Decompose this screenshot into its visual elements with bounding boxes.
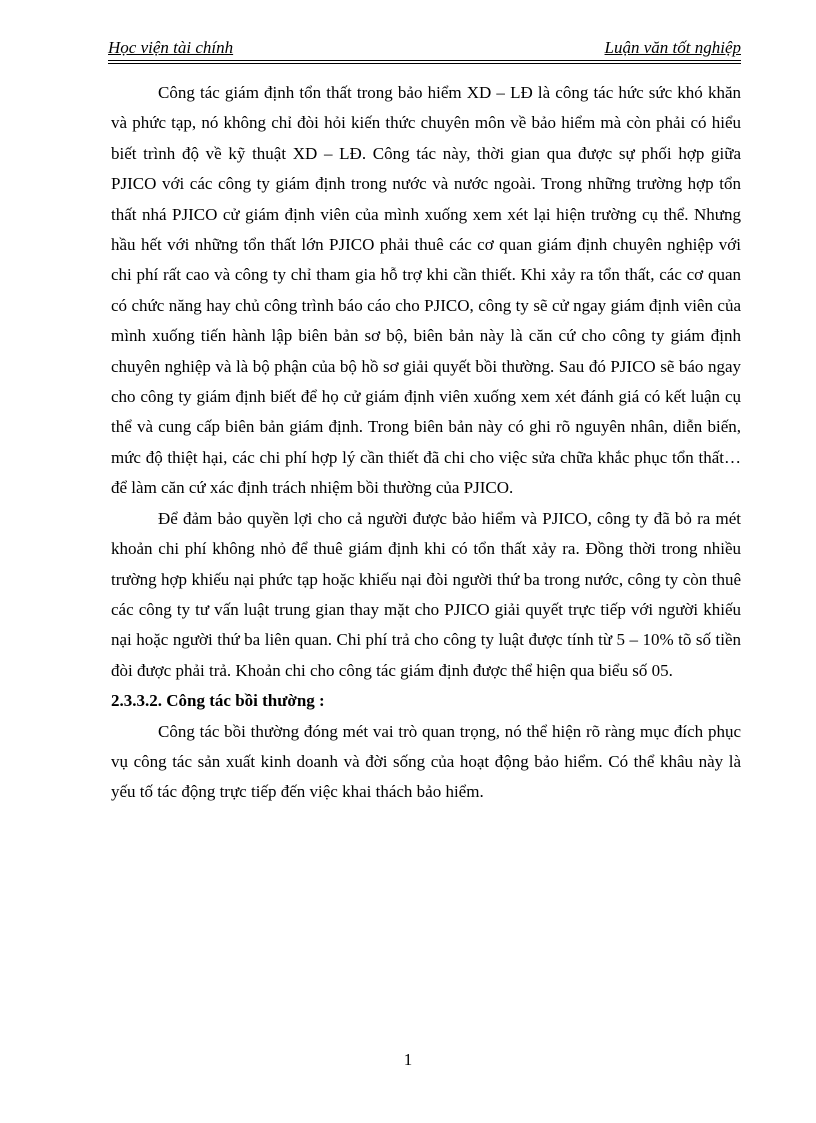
paragraph-compensation: Công tác bồi thường đóng mét vai trò quan trọng, nó thể hiện rõ ràng mục đích phục vụ công tác sản xuất kinh doanh và đời sống của hoạt động bảo hiểm. Có thể khâu này là yếu tố tác động trực tiếp đến việc khai thách bảo hiểm.	[111, 721, 741, 802]
header-rule-bottom	[108, 63, 741, 64]
page-number: 1	[403, 1050, 413, 1069]
page-header	[108, 38, 741, 62]
header-document-type: Luận văn tốt nghiệp	[604, 38, 741, 57]
document-body	[111, 78, 741, 808]
header-rule-top	[108, 60, 741, 61]
paragraph-inspection: Công tác giám định tổn thất trong bảo hiểm XD – LĐ là công tác hức sức khó khăn và phức tạp, nó không chỉ đòi hỏi kiến thức chuyên môn về bảo hiểm mà còn phải có hiểu biết trình độ về kỹ thuật XD – LĐ. Công tác này, thời gian qua được sự phối hợp giữa PJICO với các công ty giám định trong nước và nước ngoài. Trong những trường hợp tổn thất nhá PJICO cử giám định viên của mình xuống xem xét lại hiện trường cụ thể. Nhưng hầu hết với những tổn thất lớn PJICO phải thuê các cơ quan giám định chuyên nghiệp với chi phí rất cao và công ty chỉ tham gia hỗ trợ khi cần thiết. Khi xảy ra tổn thất, các cơ quan có chức năng hay chủ công trình báo cáo cho PJICO, công ty sẽ cử ngay giám định viên của mình xuống tiến hành lập biên bản sơ bộ, biên bản này là căn cứ cho công ty giám định chuyên nghiệp và là bộ phận của bộ hồ sơ giải quyết bồi thường. Sau đó PJICO sẽ báo ngay cho công ty giám định biết để họ cử giám định viên xuống xem xét đánh giá có kết luận cụ thể và cung cấp biên bản giám định. Trong biên bản này có ghi rõ nguyên nhân, diễn biến, mức độ thiệt hại, các chi phí hợp lý cần thiết đã chi cho việc sửa chữa khắc phục tổn thất…để làm căn cứ xác định trách nhiệm bồi thường của PJICO.	[111, 83, 741, 498]
header-institution: Học viện tài chính	[108, 38, 234, 57]
paragraph-costs: Để đảm bảo quyền lợi cho cả người được bảo hiểm và PJICO, công ty đã bỏ ra mét khoản chi phí không nhỏ để thuê giám định khi có tổn thất xảy ra. Đồng thời trong nhiều trường hợp khiếu nại phức tạp hoặc khiếu nại đòi người thứ ba trong nước, công ty còn thuê các công ty tư vấn luật trung gian thay mặt cho PJICO giải quyết trực tiếp với người khiếu nại hoặc người thứ ba liên quan. Chi phí trả cho công ty luật được tính từ 5 – 10% tõ số tiền đòi được phải trả. Khoản chi cho công tác giám định được thể hiện qua biểu số 05.	[111, 508, 741, 680]
section-heading: 2.3.3.2. Công tác bồi thường :	[111, 691, 325, 711]
